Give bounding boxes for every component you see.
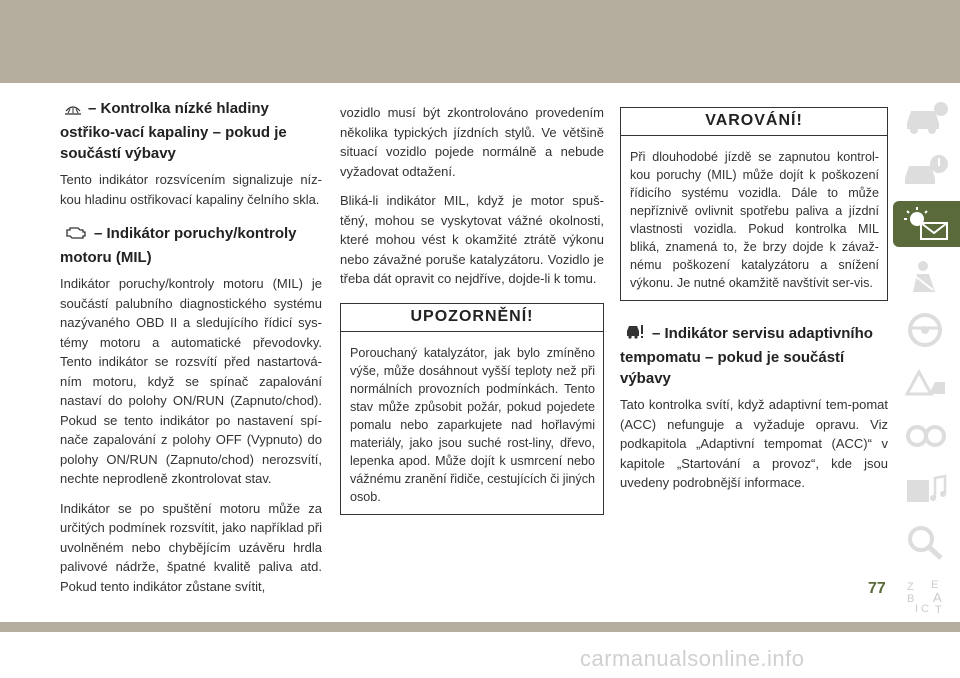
acc-service-heading: – Indikátor servisu adaptivního tempomatu – pokud je součástí výbavy bbox=[620, 325, 873, 387]
mil-blink-text: Bliká-li indikátor MIL, když je motor spuš-těný, mohou se vyskytovat vážné okolnosti, které mohou vést k okamžité ztrátě výkonu nebo závažné poruše katalyzátoru. Vozidlo je třeba dát opravit co nejdříve, dojde-li k tomu. bbox=[340, 193, 604, 286]
top-band bbox=[0, 0, 960, 80]
steering-wheel-icon bbox=[901, 311, 951, 349]
tab-multimedia[interactable] bbox=[893, 466, 960, 512]
seatbelt-icon bbox=[901, 258, 951, 296]
warning-light-icon bbox=[901, 152, 951, 190]
tab-safety[interactable] bbox=[893, 254, 960, 300]
caution-text: Porouchaný katalyzátor, jak bylo zmíněno výše, může dosáhnout vyšší teploty než při normálních provozních podmínkách. Tento stav může způsobit požár, pokud pojedete pomalu nebo zaparkujete nad hořlavými materiály, jako jsou suché rost-liny, dřevo, lepenka apod. Může dojít k usmrcení nebo vážnému zranění řidiče, cestujících či jiných osob. bbox=[350, 345, 595, 504]
tab-maintenance[interactable] bbox=[893, 413, 960, 459]
warning-title: VAROVÁNÍ! bbox=[621, 108, 887, 136]
caution-box bbox=[340, 303, 604, 515]
mil-text-2: Indikátor se po spuštění motoru může za určitých podmínek rozsvítit, jako například při uvolněném nebo chybějícím uzávěru hrdla palivové nádrže, špatné kvalitě paliva atd. Pokud tento indikátor zůstane svítit, bbox=[60, 500, 322, 594]
svg-text:T: T bbox=[935, 604, 942, 614]
footer-watermark: carmanualsonline.info bbox=[580, 646, 805, 671]
roadside-icon bbox=[901, 364, 951, 402]
tab-index[interactable] bbox=[893, 572, 960, 618]
tab-warning-lights[interactable] bbox=[893, 148, 960, 194]
indicator-mail-icon bbox=[901, 205, 951, 243]
svg-text:A: A bbox=[933, 590, 942, 605]
tab-indicators[interactable] bbox=[893, 201, 960, 247]
page-number: 77 bbox=[868, 580, 886, 597]
washer-fluid-icon bbox=[64, 101, 82, 122]
caution-title: UPOZORNĚNÍ! bbox=[341, 304, 603, 332]
car-info-icon bbox=[901, 99, 951, 137]
washer-fluid-text: Tento indikátor rozsvícením signalizuje níz-kou hladinu ostřikovací kapaliny čelního skla. bbox=[60, 172, 322, 207]
tab-emergency[interactable] bbox=[893, 360, 960, 406]
column-middle bbox=[340, 103, 604, 515]
tab-car-info[interactable] bbox=[893, 95, 960, 141]
svg-text:Z: Z bbox=[907, 581, 914, 593]
tab-driving[interactable] bbox=[893, 307, 960, 353]
chapter-sidebar bbox=[893, 95, 960, 625]
svg-text:I C: I C bbox=[915, 603, 930, 614]
mil-continued-text: vozidlo musí být zkontrolováno provedením několika typických jízdních stylů. Ve většině situací vozidlo pojede normálně a nebude vyžadovat odtažení. bbox=[340, 105, 604, 179]
engine-icon bbox=[64, 225, 88, 247]
acc-service-icon bbox=[624, 323, 646, 347]
music-icon bbox=[901, 470, 951, 508]
alphabet-icon bbox=[901, 576, 951, 614]
washer-fluid-heading: – Kontrolka nízké hladiny ostřiko-vací kapaliny – pokud je součástí výbavy bbox=[60, 100, 287, 162]
acc-service-text: Tato kontrolka svítí, když adaptivní tem-pomat (ACC) nefunguje a vyžaduje opravu. Viz podkapitola „Adaptivní tempomat (ACC)“ v kapitole „Startování a provoz“, kde jsou uvedeny podrobnější informace. bbox=[620, 397, 888, 490]
search-icon bbox=[901, 523, 951, 561]
top-rule bbox=[0, 80, 960, 83]
wrench-icon bbox=[901, 417, 951, 455]
column-left bbox=[60, 98, 322, 606]
mil-heading: – Indikátor poruchy/kontroly motoru (MIL) bbox=[60, 225, 297, 266]
svg-text:B: B bbox=[907, 593, 915, 605]
tab-search[interactable] bbox=[893, 519, 960, 565]
column-right bbox=[620, 107, 888, 503]
warning-text: Při dlouhodobé jízdě se zapnutou kontrol-kou poruchy (MIL) může dojít k poškození řídicího systému vozidla. Dále to může nepříznivě ovlivnit spotřebu paliva a jízdní vlastnosti vozidla. Pokud kontrolka MIL bliká, znamená to, že brzy dojde k závaž-nému poškození katalyzátoru a snížení výkonu. Je nutné okamžitě navštívit ser-vis. bbox=[630, 150, 879, 290]
mil-text-1: Indikátor poruchy/kontroly motoru (MIL) je součástí palubního diagnostického systému nazývaného OBD II a sledujícího řídicí sys-témy motoru a automatické převodovky. Tento indikátor se rozsvítí před nastartová-ním motoru, když se spínač zapalování nastaví do polohy ON/RUN (Zapnuto/chod). Pokud se tento indikátor po nastavení spí-nače zapalování z polohy OFF (Vypnuto) do polohy ON/RUN (Zapnuto/chod) nerozsvítí, nechte neprodleně zkontrolovat stav. bbox=[60, 276, 322, 486]
warning-box bbox=[620, 107, 888, 301]
svg-text:E: E bbox=[931, 579, 939, 591]
bottom-band bbox=[0, 622, 960, 632]
